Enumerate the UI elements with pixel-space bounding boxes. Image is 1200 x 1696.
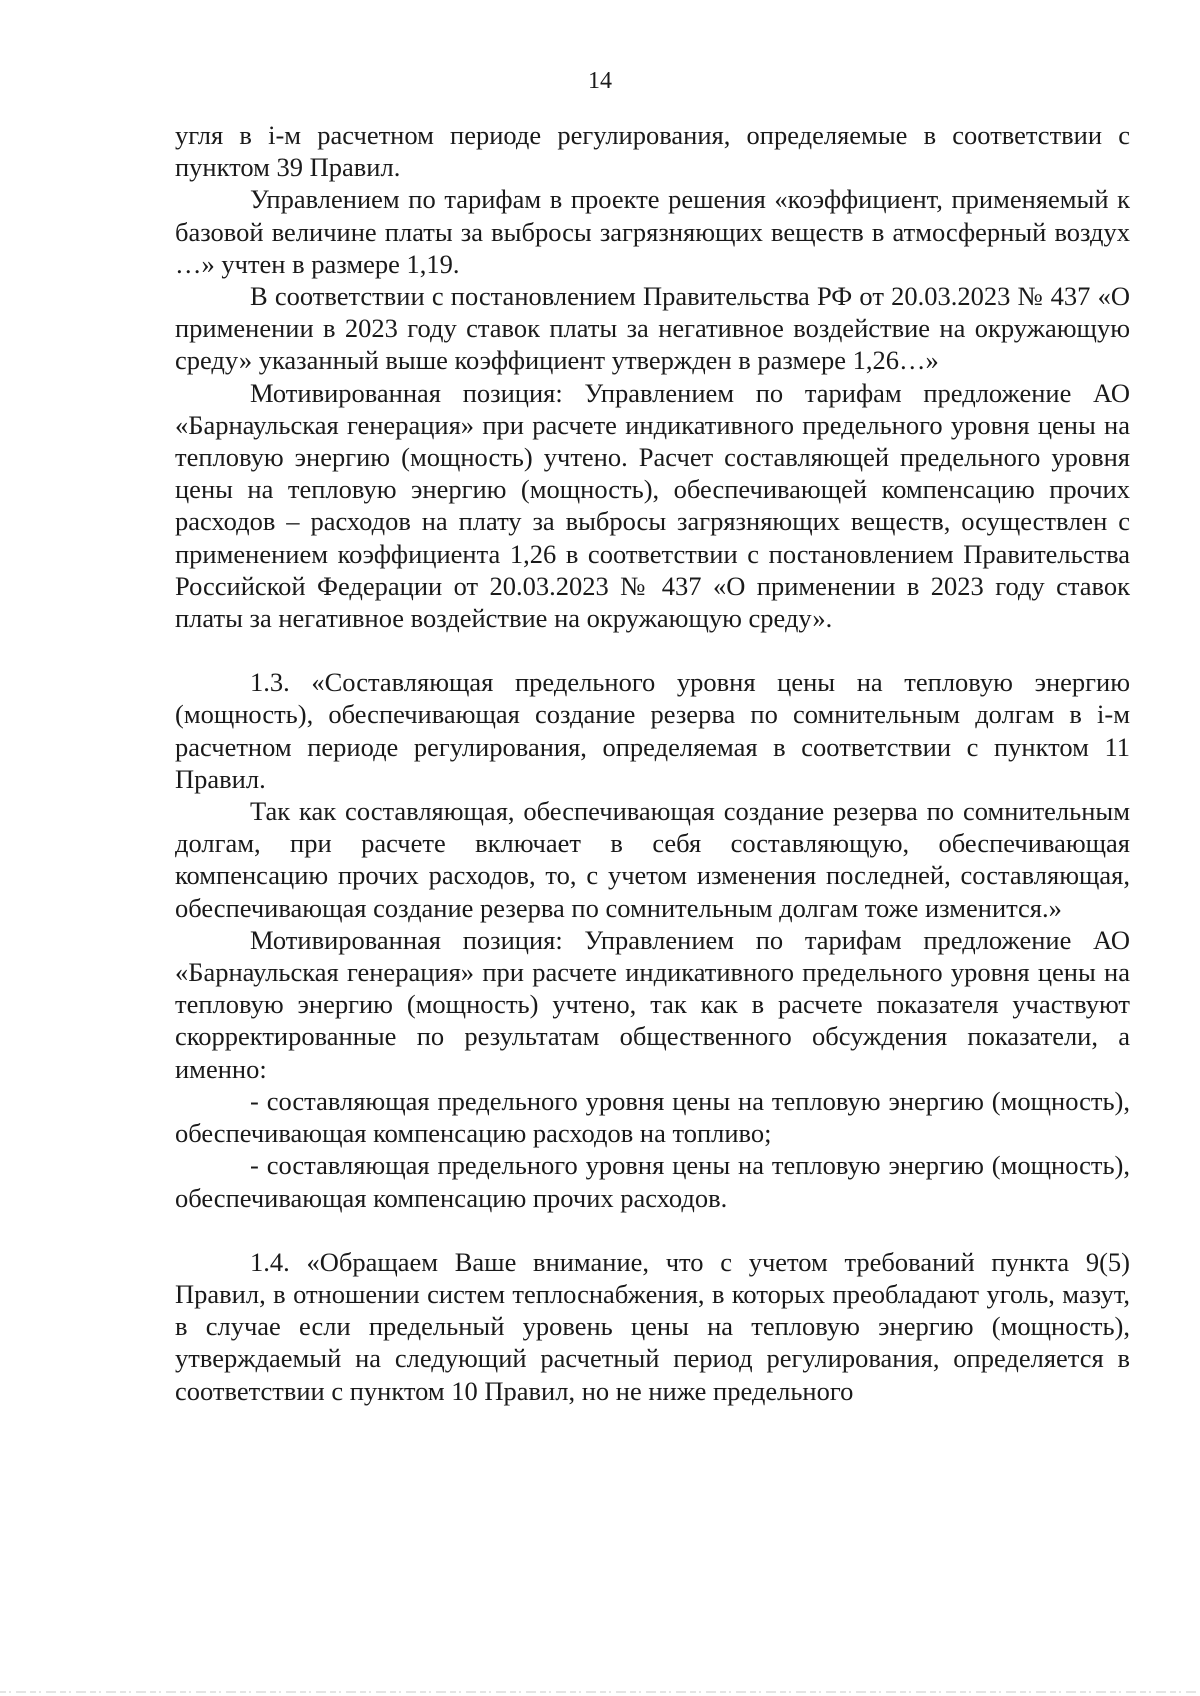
page-number: 14: [588, 68, 612, 94]
list-item-other-costs: - составляющая предельного уровня цены на тепловую энергию (мощность), обеспечивающая компенсацию прочих расходов.: [175, 1150, 1130, 1213]
document-body: [175, 119, 1130, 1407]
paragraph-reserve-doubtful-debts: Так как составляющая, обеспечивающая создание резерва по сомнительным долгам, при расчете включает в себя составляющую, обеспечивающая компенсацию прочих расходов, то, с учетом изменения последней, составляющая, обеспечивающая создание резерва по сомнительным долгам тоже изменится.»: [175, 796, 1130, 923]
paragraph-section-1-4: 1.4. «Обращаем Ваше внимание, что с учетом требований пункта 9(5) Правил, в отношении систем теплоснабжения, в которых преобладают уголь, мазут, в случае если предельный уровень цены на тепловую энергию (мощность), утверждаемый на следующий расчетный период регулирования, определяется в соответствии с пунктом 10 Правил, но не ниже предельного: [175, 1246, 1130, 1406]
paragraph-government-decree: В соответствии с постановлением Правительства РФ от 20.03.2023 № 437 «О применении в 2023 году ставок платы за негативное воздействие на окружающую среду» указанный выше коэффициент утвержден в размере 1,26…»: [175, 281, 1130, 376]
paragraph-motivated-position-2: Мотивированная позиция: Управлением по тарифам предложение АО «Барнаульская генерация» при расчете индикативного предельного уровня цены на тепловую энергию (мощность) учтено, так как в расчете показателя участвуют скорректированные по результатам общественного обсуждения показатели, а именно:: [175, 924, 1130, 1084]
paragraph-section-1-3: 1.3. «Составляющая предельного уровня цены на тепловую энергию (мощность), обеспечивающая создание резерва по сомнительным долгам в i-м расчетном периоде регулирования, определяемая в соответствии с пунктом 11 Правил.: [175, 667, 1130, 794]
paragraph-coefficient-draft: Управлением по тарифам в проекте решения «коэффициент, применяемый к базовой величине платы за выбросы загрязняющих веществ в атмосферный воздух …» учтен в размере 1,19.: [175, 184, 1130, 279]
paragraph-continuation: угля в i-м расчетном периоде регулирования, определяемые в соответствии с пунктом 39 Правил.: [175, 120, 1130, 183]
scan-edge-noise: [0, 1686, 1200, 1696]
section-spacer: [175, 1214, 1130, 1246]
paragraph-motivated-position-1: Мотивированная позиция: Управлением по тарифам предложение АО «Барнаульская генерация» при расчете индикативного предельного уровня цены на тепловую энергию (мощность) учтено. Расчет составляющей предельного уровня цены на тепловую энергию (мощность), обеспечивающей компенсацию прочих расходов – расходов на плату за выбросы загрязняющих веществ, осуществлен с применением коэффициента 1,26 в соответствии с постановлением Правительства Российской Федерации от 20.03.2023 № 437 «О применении в 2023 году ставок платы за негативное воздействие на окружающую среду».: [175, 377, 1130, 634]
section-spacer: [175, 634, 1130, 666]
list-item-fuel-costs: - составляющая предельного уровня цены на тепловую энергию (мощность), обеспечивающая компенсацию расходов на топливо;: [175, 1085, 1130, 1149]
